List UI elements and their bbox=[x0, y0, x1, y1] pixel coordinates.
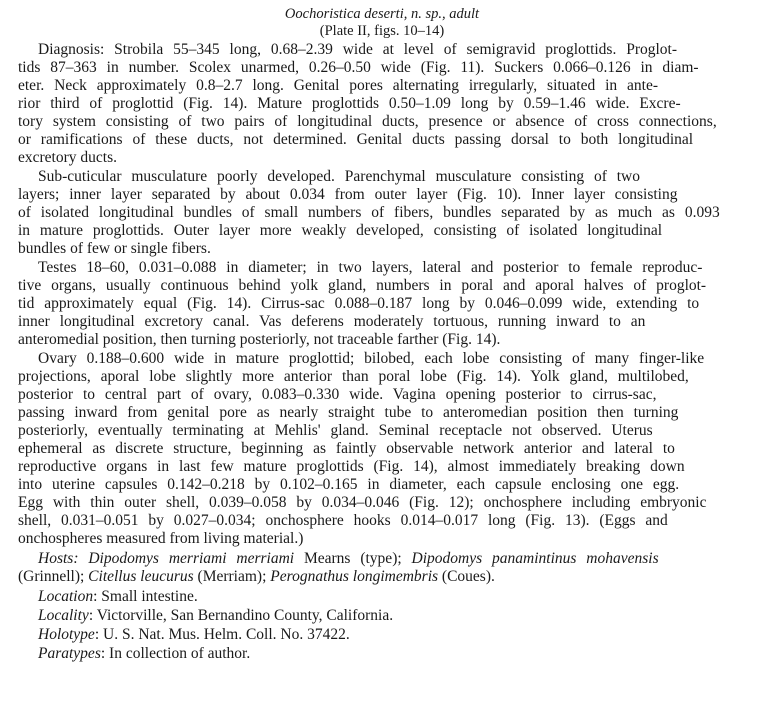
text-run: inner longitudinal excretory canal. Vas deferens moderately tortuous, running inward to an bbox=[18, 313, 646, 330]
text-line bbox=[18, 386, 656, 404]
text-run: tids 87–363 in number. Scolex unarmed, 0.26–0.50 wide (Fig. 11). Suckers 0.066–0.126 in diam- bbox=[18, 59, 699, 76]
text-run: rior third of proglottid (Fig. 14). Mature proglottids 0.50–1.09 long by 0.59–1.46 wide. Excre- bbox=[18, 95, 681, 112]
text-line bbox=[18, 186, 677, 204]
text-run: excretory ducts. bbox=[18, 149, 117, 166]
species-title: Oochoristica deserti, n. sp., adult bbox=[284, 6, 480, 22]
text-run: anteromedial position, then turning posteriorly, not traceable farther (Fig. 14). bbox=[18, 331, 501, 348]
text-run: bundles of few or single fibers. bbox=[18, 240, 211, 257]
text-line bbox=[18, 77, 658, 95]
text-line bbox=[18, 313, 645, 331]
text-run: projections, aporal lobe slightly more anterior than poral lobe (Fig. 14). Yolk gland, multilobed, bbox=[18, 368, 689, 385]
text-run: : In collection of author. bbox=[100, 645, 251, 662]
host-species-name: Citellus leucurus bbox=[88, 568, 194, 585]
text-run: Ovary 0.188–0.600 wide in mature proglottid; bilobed, each lobe consisting of many finger-like bbox=[38, 350, 705, 367]
field-label: Location bbox=[38, 588, 94, 605]
text-line bbox=[18, 204, 720, 222]
text-run: shell, 0.031–0.051 by 0.027–0.034; onchosphere hooks 0.014–0.017 long (Fig. 13). (Eggs and bbox=[18, 512, 668, 529]
text-line bbox=[18, 331, 500, 349]
text-line bbox=[18, 222, 662, 240]
text-line bbox=[18, 131, 693, 149]
text-line bbox=[18, 458, 685, 476]
text-run: : U. S. Nat. Mus. Helm. Coll. No. 37422. bbox=[94, 626, 350, 643]
text-line bbox=[18, 404, 678, 422]
text-run: (Grinnell); bbox=[18, 568, 89, 585]
text-line bbox=[18, 494, 706, 512]
text-run: : Victorville, San Bernandino County, California. bbox=[88, 607, 394, 624]
text-line bbox=[38, 259, 702, 277]
host-species-name: Hosts: bbox=[38, 550, 79, 567]
text-line bbox=[18, 422, 653, 440]
paratypes-line bbox=[38, 645, 250, 663]
text-run: of isolated longitudinal bundles of small numbers of fibers, bundles separated by as much as 0.093 bbox=[18, 204, 720, 221]
text-run: onchospheres measured from living material.) bbox=[18, 530, 304, 547]
text-line bbox=[18, 240, 211, 258]
text-run: tory system consisting of two pairs of longitudinal ducts, presence or absence of cross connections, bbox=[18, 113, 717, 130]
text-line bbox=[18, 295, 699, 313]
text-line bbox=[38, 41, 677, 59]
text-run: Egg with thin outer shell, 0.039–0.058 by 0.034–0.046 (Fig. 12); onchosphere including embryonic bbox=[18, 494, 707, 511]
text-run: (Merriam); bbox=[193, 568, 271, 585]
text-line bbox=[18, 59, 699, 77]
field-label: Locality bbox=[38, 607, 89, 624]
location-line bbox=[38, 588, 198, 606]
text-run: posterior to central part of ovary, 0.083–0.330 wide. Vagina opening posterior to cirrus-sac, bbox=[18, 386, 657, 403]
host-species-name: Dipodomys merriami merriami bbox=[88, 550, 295, 567]
holotype-line bbox=[38, 626, 350, 644]
text-line bbox=[38, 350, 704, 368]
text-run: in mature proglottids. Outer layer more weakly developed, consisting of isolated longitudinal bbox=[18, 222, 663, 239]
field-label: Holotype bbox=[38, 626, 95, 643]
text-run: : Small intestine. bbox=[93, 588, 198, 605]
hosts-line bbox=[38, 550, 659, 568]
hosts-line-cont bbox=[18, 568, 495, 586]
text-run bbox=[78, 550, 88, 567]
text-run: passing inward from genital pore as nearly straight tube to anteromedian position then turning bbox=[18, 404, 679, 421]
host-species-name: Dipodomys panamintinus mohavensis bbox=[411, 550, 659, 567]
text-run: Sub-cuticular musculature poorly developed. Parenchymal musculature consisting of two bbox=[38, 168, 640, 185]
text-run: eter. Neck approximately 0.8–2.7 long. Genital pores alternating irregularly, situated in ante- bbox=[18, 77, 659, 94]
text-line bbox=[18, 440, 675, 458]
text-run: reproductive organs in last few mature proglottids (Fig. 14), almost immediately breaking down bbox=[18, 458, 685, 475]
text-line bbox=[18, 530, 303, 548]
text-line bbox=[18, 95, 681, 113]
text-run: Testes 18–60, 0.031–0.088 in diameter; in two layers, lateral and posterior to female reproduc- bbox=[38, 259, 703, 276]
text-run: tid approximately equal (Fig. 14). Cirrus-sac 0.088–0.187 long by 0.046–0.099 wide, extending to bbox=[18, 295, 700, 312]
text-run: (Coues). bbox=[438, 568, 495, 585]
text-run: layers; inner layer separated by about 0.034 from outer layer (Fig. 10). Inner layer consisting bbox=[18, 186, 678, 203]
text-line bbox=[18, 512, 668, 530]
locality-line bbox=[38, 607, 393, 625]
text-line bbox=[18, 476, 679, 494]
text-run: Mearns (type); bbox=[294, 550, 412, 567]
text-run: tive organs, usually continuous behind yolk gland, numbers in poral and aporal halves of proglot- bbox=[18, 277, 707, 294]
text-line bbox=[18, 149, 117, 167]
text-line bbox=[38, 168, 640, 186]
text-run: posteriorly, eventually terminating at Mehlis' gland. Seminal receptacle not observed. Uterus bbox=[18, 422, 653, 439]
text-line bbox=[18, 113, 717, 131]
text-line bbox=[18, 277, 706, 295]
host-species-name: Perognathus longimembris bbox=[270, 568, 439, 585]
text-run: into uterine capsules 0.142–0.218 by 0.102–0.165 in diameter, each capsule enclosing one egg. bbox=[18, 476, 680, 493]
text-line bbox=[18, 368, 689, 386]
text-run: ephemeral as discrete structure, beginning as faintly observable network anterior and lateral to bbox=[18, 440, 675, 457]
plate-reference: (Plate II, figs. 10–14) bbox=[319, 23, 445, 39]
text-run: Diagnosis: Strobila 55–345 long, 0.68–2.39 wide at level of semigravid proglottids. Proglot- bbox=[38, 41, 678, 58]
text-run: or ramifications of these ducts, not determined. Genital ducts passing dorsal to both longitudinal bbox=[18, 131, 694, 148]
field-label: Paratypes bbox=[38, 645, 101, 662]
